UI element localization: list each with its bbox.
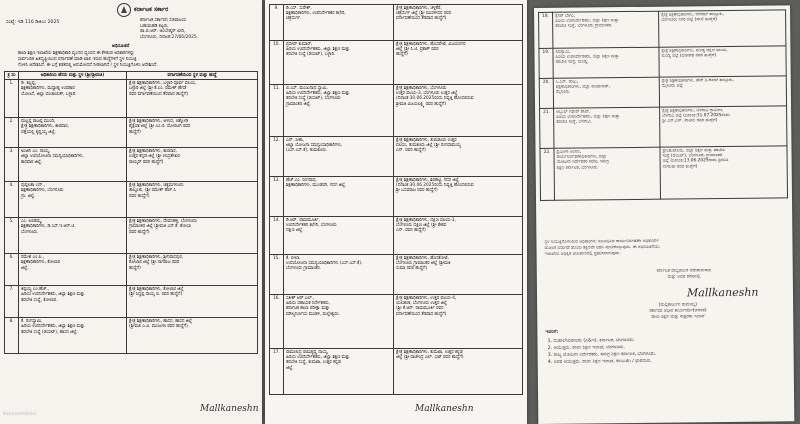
watermark: KannadaVahini — [3, 412, 37, 417]
cell-posting: ಕ್ಷೇತ್ರ ಶಿಕ್ಷಣಾಧಿಕಾರಿಗಳು, ಹೆಚ್.ಡಿ.ಕೋಟೆ ತಾಲ್ಲೂಕು, ಮೈಸೂರು ಜಿಲ್ಲೆ — [659, 76, 786, 107]
cell-officer: ಎಂ. ಲಲಿತಮ್ಮ, ಶಿಕ್ಷಣಾಧಿಕಾರಿಗಳು, ಡಿ.ಎಸ್.ಇ.ಆರ್.ಟಿ. ಬೆಂಗಳೂರು. — [19, 218, 127, 254]
table-row — [270, 5, 523, 41]
cell-officer: ಕೆ. ರಂಗಸ್ವಾಮಿ, ಹಿರಿಯ ಉಪನಿರ್ದೇಶಕರು, ಜಿಲ್ಲಾ ಶಿಕ್ಷಣ ಮತ್ತು ತರಬೇತಿ ಸಂಸ್ಥೆ (ಡಯಟ್), ಹಾಸನ ಜಿಲ್ಲೆ. — [19, 318, 127, 354]
cell-officer: ಶಿವಸ್ವಾಮಿ, ಹಿರಿಯ ಉಪನಿರ್ದೇಶಕರು, ಜಿಲ್ಲಾ ಶಿಕ್ಷಣ ಮತ್ತು ತರಬೇತಿ ಸಂಸ್ಥೆ, ಮಂಡ್ಯ. — [553, 47, 659, 78]
cell-officer: ಎನ್. ಸೀತಾ, ಜಿಲ್ಲಾ ಯೋಜನಾ ಸಮನ್ವಯಾಧಿಕಾರಿಗಳು, (ಎಸ್.ಎಸ್.ಕೆ), ತುಮಕೂರು. — [284, 137, 394, 177]
cell-serial: 1. — [5, 80, 19, 118]
cell-serial: 14. — [270, 217, 284, 255]
signatory-block: (ಮಲ್ಲಿಕಾರ್ಜುನ ರಾಮಯ್ಯ) ಸರ್ಕಾರದ ಅಧೀನ ಕಾರ್ಯದರ್ಶಿ(ಆಡಳಿತ) ಶಾಲಾ ಶಿಕ್ಷಣ ಮತ್ತು ಸಾಕ್ಷರತಾ ಇಲಾಖೆ — [649, 302, 707, 320]
cell-officer: ಕೆ. ಲೀಲಾ, ಉಪಯೋಜನಾ ಸಮನ್ವಯಾಧಿಕಾರಿಗಳು (ಎಸ್.ಎಸ್.ಕೆ), ಬೆಂಗಳೂರು ಗ್ರಾಮಾಂತರ. — [284, 255, 394, 295]
cell-officer: ಬಿ.ಎಸ್. ಮಂಜುನಾಥ ಸ್ವಾಮಿ, ಹಿರಿಯ ಉಪನಿರ್ದೇಶಕರು, ಜಿಲ್ಲಾ ಶಿಕ್ಷಣ ಮತ್ತು ತರಬೇತಿ ಸಂಸ್ಥೆ (ಡಯಟ್), ಬೆಂಗಳೂರು ಗ್ರಾಮಾಂತರ ಜಿಲ್ಲೆ. — [284, 85, 394, 137]
cell-officer: ಡಿ.ಎಸ್. ಸುರೇಶ್, ಶಿಕ್ಷಣಾಧಿಕಾರಿಗಳು, ಉಪನಿರ್ದೇಶಕರ ಕಛೇರಿ, ಚಿತ್ರದುರ್ಗ. — [284, 5, 394, 41]
cc-item: 1. ಮಹಾಲೇಖಪಾಲರು (ಎ&ಇ), ಕರ್ನಾಟಕ, ಬೆಂಗಳೂರು. — [553, 335, 783, 344]
cell-serial: 11. — [270, 85, 284, 137]
by-order-line: ಕರ್ನಾಟಕ ರಾಜ್ಯಪಾಲರ ಆದೇಶಾನುಸಾರ ಮತ್ತು ಅವರ ಹೆಸರಿನಲ್ಲಿ — [656, 268, 711, 280]
table-row — [270, 217, 523, 255]
cell-serial: 3. — [5, 148, 19, 182]
table-row — [539, 76, 786, 109]
cell-posting: ಕ್ಷೇತ್ರ ಶಿಕ್ಷಣಾಧಿಕಾರಿಗಳು, ದೇವನಹಳ್ಳಿ, ಬೆಂಗಳೂರು ಗ್ರಾಮಾಂತರ ಜಿಲ್ಲೆ (ಶ್ರೀಮತಿ ಎಸ್.ಕೆ. ಶೋಭಾ ರವರ ಹುದ್ದೆಗೆ) — [127, 218, 258, 254]
table-row — [539, 10, 786, 49]
col-posting: ವರ್ಗಾವಣೆಯಿಂದ ಸ್ಥಳ ಮತ್ತು ಹುದ್ದೆ — [127, 72, 258, 80]
table-row — [270, 137, 523, 177]
cell-serial: 20. — [539, 78, 553, 108]
transfer-table-2 — [269, 4, 523, 395]
table-row — [5, 148, 258, 182]
cell-posting: ಕ್ಷೇತ್ರ ಶಿಕ್ಷಣಾಧಿಕಾರಿಗಳು, ಮಂಡ್ಯ ದಕ್ಷಿಣ ವಲಯ, ಮಂಡ್ಯ ಜಿಲ್ಲೆ (ಲೋಕೇಶ ರವರ ಹುದ್ದೆಗೆ) — [659, 46, 786, 77]
signature: Mallkaneshn — [415, 404, 474, 414]
cell-posting: ಕ್ಷೇತ್ರ ಶಿಕ್ಷಣಾಧಿಕಾರಿಗಳು, ಬೆಳಗಾವಿ ಗ್ರಾಮೀಣ, ಬೆಳಗಾವಿ ಜಿಲ್ಲೆ (ದಿನಾಂಕ:31.07.2025ರಂದು ಶ್ರೀ ಎಸ್.ಎಸ್. ಪಾಟೀಲ ರವರ ಹುದ್ದೆಗೆ) — [660, 106, 787, 147]
cell-serial: 22. — [540, 148, 555, 200]
transfer-table-1 — [4, 71, 258, 354]
cell-officer: ಪ್ರಮೀಳಾ ಅಂಗಡಿ, ಕಾರ್ಯನಿರ್ವಹಣಾಧಿಕಾರಿಗಳು, ಜಿಲ್ಲಾ ಯೋಜನಾ ನಿರ್ದೇಶಕರ ಕಛೇರಿ, ಸಮಗ್ರ ಶಿಕ್ಷಣ ಕರ್ನಾಟಕ, ಬೆಂಗಳೂರು. — [554, 147, 661, 200]
cc-item: 2. ಆಯುಕ್ತರು, ಶಾಲಾ ಶಿಕ್ಷಣ ಇಲಾಖೆ, ಬೆಂಗಳೂರು. — [554, 342, 784, 351]
cell-serial: 2. — [5, 118, 19, 148]
cell-officer: ಮಲ್ಲಪ್ಪ ರಾಜಪ್ಪ ಮುಂದಿ, ಕ್ಷೇತ್ರ ಶಿಕ್ಷಣಾಧಿಕಾರಿಗಳು, ಕಾರವಾರ, ಪತ್ತೆಯಲ್ಲಿ ಕೃಷ್ಣಯ್ಯ ಜಿಲ್ಲೆ. — [19, 118, 127, 148]
cell-serial: 5. — [5, 218, 19, 254]
karnataka-emblem-icon — [116, 2, 132, 18]
signature: Mallkaneshn — [686, 285, 759, 300]
cell-posting: ಕ್ಷೇತ್ರ ಶಿಕ್ಷಣಾಧಿಕಾರಿಗಳು, ಕೋಲಾರ ಜಿಲ್ಲೆ (ಶ್ರೀ ಸಿದ್ದಪ್ಪ ನಾಯ್ಕ ಬಿ. ರವರ ಹುದ್ದೆಗೆ) — [127, 286, 258, 318]
cell-officer: ಅಬ್ದುಲ್ ಗಫಾರ್ ಶೇಖ್, ಹಿರಿಯ ಉಪನಿರ್ದೇಶಕರು, ಜಿಲ್ಲಾ ಶಿಕ್ಷಣ ಮತ್ತು ತರಬೇತಿ ಸಂಸ್ಥೆ, ಬೆಳಗಾವಿ. — [554, 107, 660, 148]
cell-serial: 13. — [270, 177, 284, 217]
cell-posting: ಕ್ಷೇತ್ರ ಶಿಕ್ಷಣಾಧಿಕಾರಿಗಳು, ಹಾಸನ, ಹಾಸನ ಜಿಲ್ಲೆ (ಶ್ರೀಮತಿ ಎ.ವಿ. ಮಂಜುಳಾ ರವರ ಹುದ್ದೆಗೆ) — [127, 318, 258, 354]
cell-posting: ಕ್ಷೇತ್ರ ಶಿಕ್ಷಣಾಧಿಕಾರಿಗಳು, ಕಾರವಾರ, ಉತ್ತರ ಕನ್ನಡ ಜಿಲ್ಲೆ (ಶ್ರೀ ಚಂದ್ರಶೇಖರ ರಾಯ್ಕರ್ ರವರ ಹುದ್ದೆಗೆ) — [127, 148, 258, 182]
cell-posting: ಕ್ಷೇತ್ರ ಶಿಕ್ಷಣಾಧಿಕಾರಿಗಳು, ಬೆಂಗಳೂರು ಉತ್ತರ ವಲಯ-3, ಬೆಂಗಳೂರು ಉತ್ತರ ಜಿಲ್ಲೆ (ದಿನಾಂಕ:30.06.2025ರಂದು ನಿವೃತ್ತಿ ಹೊಂದಲಿರುವ ಶ್ರೀಮತಿ ವಿಜಯಲಕ್ಷ್ಮಿ ರವರ ಹುದ್ದೆಗೆ) — [394, 85, 523, 137]
table-row — [5, 318, 258, 354]
cc-item: 4. ಅಪರ ಆಯುಕ್ತರು, ಶಾಲಾ ಶಿಕ್ಷಣ ಇಲಾಖೆ, ಕಲಬುರಗಿ / ಧಾರವಾಡ. — [554, 356, 784, 365]
cell-posting: ಕ್ಷೇತ್ರ ಶಿಕ್ಷಣಾಧಿಕಾರಿಗಳು, ಚಿಕ್ಕಮಗಳೂರು ತಾಲ್ಲೂಕು, (ಶ್ರೀ ರಮೇಶ್ ಹೆಚ್.ಸಿ ರವರ ಹುದ್ದೆಗೆ) — [127, 182, 258, 218]
cell-serial: 7. — [5, 286, 19, 318]
document-page-2 — [265, 0, 527, 424]
cell-posting: ಕ್ಷೇತ್ರ ಶಿಕ್ಷಣಾಧಿಕಾರಿಗಳು, ಕುಮಟಾ, ಉತ್ತರ ಕನ್ನಡ ಜಿಲ್ಲೆ (ಶ್ರೀ ರಾಜೇಂದ್ರ ಎಲ್. ಭಟ್ ರವರ ಹುದ್ದೆಗೆ) — [394, 349, 523, 395]
government-name: ಕರ್ನಾಟಕ ಸರ್ಕಾರ — [134, 6, 169, 13]
table-row — [5, 80, 258, 118]
cell-serial: 4. — [5, 182, 19, 218]
cell-posting: ಕ್ಷೇತ್ರ ಶಿಕ್ಷಣಾಧಿಕಾರಿಗಳು, ಆನೇಕಲ್ ತಾಲ್ಲೂಕು, ಬೆಂಗಳೂರು ನಗರ ಜಿಲ್ಲೆ (ಖಾಲಿ ಹುದ್ದೆಗೆ) — [659, 10, 786, 47]
cell-officer: ಸಿ.ಎನ್. ರಾಜು, ಶಿಕ್ಷಣಾಧಿಕಾರಿಗಳು, ಜಿಲ್ಲಾ ಪಂಚಾಯತ್, ಮೈಸೂರು. — [553, 77, 659, 108]
cell-serial: 21. — [540, 108, 554, 148]
cell-officer: ಪ್ರದೀಪ್ ಕುಮಾರ್, ಹಿರಿಯ ಉಪನಿರ್ದೇಶಕರು, ಜಿಲ್ಲಾ ಶಿಕ್ಷಣ ಮತ್ತು ತರಬೇತಿ ಸಂಸ್ಥೆ (ಡಯಟ್), ಬಳ್ಳಾರಿ. — [284, 41, 394, 85]
table-row — [270, 177, 523, 217]
cell-posting: ಕ್ಷೇತ್ರ ಶಿಕ್ಷಣಾಧಿಕಾರಿಗಳು, ತುಮಕೂರು ಉತ್ತರ ವಲಯ, ತುಮಕೂರು ಜಿಲ್ಲೆ (ಶ್ರೀ ರಂಗಧಾಮಯ್ಯ ಎನ್. ರವರ ಹುದ್ದೆಗೆ) — [394, 137, 523, 177]
document-page-3 — [534, 5, 794, 424]
cell-serial: 9. — [270, 5, 284, 41]
cell-serial: 16. — [270, 295, 284, 349]
cell-serial: 18. — [539, 12, 553, 48]
cell-posting: ಕ್ಷೇತ್ರ ಶಿಕ್ಷಣಾಧಿಕಾರಿಗಳು, ದಕ್ಷಿಣ ವಲಯ-3, ಬೆಂಗಳೂರು ದಕ್ಷಿಣ ಜಿಲ್ಲೆ (ಶ್ರೀ ಕೇಶವ ಎನ್. ರವರ ಹುದ್ದೆಗೆ) — [394, 217, 523, 255]
cell-serial: 10. — [270, 41, 284, 85]
cell-serial: 19. — [539, 48, 553, 78]
document-page-1 — [0, 0, 262, 424]
cell-posting: ಕ್ಷೇತ್ರ ಶಿಕ್ಷಣಾಧಿಕಾರಿಗಳು, ಶ್ರೀನಿವಾಸಪುರ, ಕೋಲಾರ ಜಿಲ್ಲೆ (ಶ್ರೀ ನಾಗರಾಜ ರವರ ಹುದ್ದೆಗೆ) — [127, 254, 258, 286]
notification-heading: ಅಧಿಸೂಚನೆ — [112, 44, 130, 49]
cell-officer: ಡಿ.ಆರ್. ರಾಮಮೂರ್ತಿ, ಉಪನಿರ್ದೇಶಕರ ಕಛೇರಿ, ಬೆಂಗಳೂರು ದಕ್ಷಿಣ ಜಿಲ್ಲೆ. — [284, 217, 394, 255]
cell-posting: ಕ್ಷೇತ್ರ ಶಿಕ್ಷಣಾಧಿಕಾರಿಗಳು, ಬಳ್ಳಾರಿ ಪೂರ್ವ ವಲಯ, ಬಳ್ಳಾರಿ ಜಿಲ್ಲೆ (ಶ್ರೀ ಕೆ.ಎಂ. ರಮೇಶ್ ಹೆಗಡೆ ರವರ ವರ್ಗಾವಣೆಯಿಂದ ತೆರವಾದ ಹುದ್ದೆಗೆ) — [127, 80, 258, 118]
preamble: ಶಾಲಾ ಶಿಕ್ಷಣ ಇಲಾಖೆಯ ಶಿಕ್ಷಣಾಧಿಕಾರಿ ವೃಂದದ ವೃಂದದ ಈ ಕೆಳಕಂಡ ಅಧಿಕಾರಿಗಳನ್ನು ಸಾರ್ವಜನಿಕ ಹಿತದೃಷ್ಟಿಯಿಂದ ವರ್ಗಾವಣೆ ಮಾಡಿ ಖಾಲಿ ಇರುವ ಹುದ್ದೆಗಳಿಗೆ ಸ್ಥಳ ನಿಯುಕ್ತಿ ಗೊಳಿಸಿ ಆದೇಶಿಸಿದೆ. ಈ ಬಗ್ಗೆ ಕಡತದಲ್ಲಿ ಅನುಮೋದನೆ ನೀಡಲಾಗಿದೆ / ಸ್ಥಳ ನಿಯುಕ್ತಿಗೊಳಿಸಿ ಆದೇಶಿಸಿದೆ. — [18, 51, 158, 68]
order-number: ಸಂಖ್ಯೆ: ಇಡಿ 116 ಡಿಜಿಎಂ 2025 — [6, 20, 60, 25]
table-row — [5, 286, 258, 318]
cell-officer: ಅಂಜಿನಿ ಎಂ. ನಾಯ್ಕ, ಜಿಲ್ಲಾ ಉಪಯೋಜನಾ ಸಮನ್ವಯಾಧಿಕಾರಿಗಳು, ಕಾರವಾರ ಜಿಲ್ಲೆ. — [19, 148, 127, 182]
table-row — [270, 41, 523, 85]
cell-officer: ಪುಷ್ಪಲತಾ ಎನ್., ಶಿಕ್ಷಣಾಧಿಕಾರಿಗಳು, ಬೆಂಗಳೂರು ಗ್ರಾ. ಜಿಲ್ಲೆ. — [19, 182, 127, 218]
cell-serial: 15. — [270, 255, 284, 295]
col-officer: ಅಧಿಕಾರಿಯ ಹೆಸರು ಮತ್ತು ಸ್ಥಳ (ಶ್ರೀ/ಶ್ರೀಮತಿ) — [19, 72, 127, 80]
cell-serial: 17. — [270, 349, 284, 395]
cell-officer: ತಿಪ್ಪಯ್ಯ ಎಂ.ಹೆಚ್., ಹಿರಿಯ ಉಪನಿರ್ದೇಶಕರು, ಜಿಲ್ಲಾ ಶಿಕ್ಷಣ ಮತ್ತು ತರಬೇತಿ ಸಂಸ್ಥೆ, ಕೋಲಾರ. — [19, 286, 127, 318]
table-row — [540, 106, 787, 149]
transfer-table-3 — [538, 9, 788, 201]
cell-serial: 8. — [5, 318, 19, 354]
col-sl: ಕ್ರ ಸಂ — [5, 72, 19, 80]
cell-posting: ಕ್ಷೇತ್ರ ಶಿಕ್ಷಣಾಧಿಕಾರಿಗಳು, ಹೊಸಪೇಟೆ, ವಿಜಯನಗರ ಜಿಲ್ಲೆ (ಶ್ರೀ ಸಿ.ಟಿ. ಪ್ರಕಾಶ್ ರವರ ಹುದ್ದೆಗೆ) — [394, 41, 523, 85]
cell-officer: ಕೈಸರ್ ಬೇಗಂ, ಹಿರಿಯ ಉಪನಿರ್ದೇಶಕರು, ಜಿಲ್ಲಾ ಶಿಕ್ಷಣ ಮತ್ತು ತರಬೇತಿ ಸಂಸ್ಥೆ, ಬೆಂಗಳೂರು ಗ್ರಾಮಾಂತರ. — [553, 11, 659, 48]
table-row — [270, 255, 523, 295]
cell-officer: ರಾಮಚಂದ್ರ ರಾಮಕೃಷ್ಣ ನಾಯ್ಕ, ಹಿರಿಯ ಉಪನಿರ್ದೇಶಕರು, ಜಿಲ್ಲಾ ಶಿಕ್ಷಣ ಮತ್ತು ತರಬೇತಿ ಸಂಸ್ಥೆ, ಕುಮಟಾ, ಉತ್ತರ ಕನ್ನಡ ಜಿಲ್ಲೆ. — [284, 349, 394, 395]
table-header-row — [5, 72, 258, 80]
table-row — [270, 349, 523, 395]
cc-heading: ಇವರಿಗೆ: — [545, 329, 559, 335]
table-row — [5, 254, 258, 286]
cell-posting: ಕ್ಷೇತ್ರ ಶಿಕ್ಷಣಾಧಿಕಾರಿಗಳು, ಉತ್ತರ ವಲಯ-4, ಯಲಹಂಕ, ಬೆಂಗಳೂರು ಉತ್ತರ ಜಿಲ್ಲೆ (ಶ್ರೀ ಕೆ.ಆರ್. ರಾಮಮೂರ್ತಿ ರವರ ವರ್ಗಾವಣೆಯಿಂದ ತೆರವಾದ ಹುದ್ದೆಗೆ) — [394, 295, 523, 349]
table-row — [270, 295, 523, 349]
office-address: ಕರ್ನಾಟಕ ಸರ್ಕಾರದ ಸಚಿವಾಲಯ ಬಹುಮಹಡಿ ಕಟ್ಟಡ, ಡಾ.ಬಿ.ಆರ್. ಅಂಬೇಡ್ಕರ್ ವೀದಿ, ಬೆಂಗಳೂರು, ದಿನಾಂಕ:27/06/2025. — [140, 18, 199, 40]
cell-posting: ಕ್ಷೇತ್ರ ಶಿಕ್ಷಣಾಧಿಕಾರಿಗಳು, ಚಳ್ಳಕೆರೆ, ಚಿತ್ರದುರ್ಗ ಜಿಲ್ಲೆ (ಶ್ರೀ ಮುರಳೀಧರ ರವರ ವರ್ಗಾವಣೆಯಿಂದ ತೆರವಾದ ಹುದ್ದೆಗೆ) — [394, 5, 523, 41]
cell-serial: 6. — [5, 254, 19, 286]
cell-officer: ಸತೀಶ್ ಆರ್.ಎಲ್., ಹಿರಿಯ ಸಹಾಯಕ ನಿರ್ದೇಶಕರು, ಕರ್ನಾಟಕ ಶಾಲಾ ಪರೀಕ್ಷಾ ಮತ್ತು ಮೌಲ್ಯನಿರ್ಣಯ ಮಂಡಳಿ, ಮಲ್ಲೇಶ್ವರಂ. — [284, 295, 394, 349]
cell-posting: ಕ್ಷೇತ್ರ ಶಿಕ್ಷಣಾಧಿಕಾರಿಗಳು, ಹೊಸಕೋಟೆ, ಬೆಂಗಳೂರು ಗ್ರಾಮಾಂತರ ಜಿಲ್ಲೆ (ಶ್ರೀಮತಿ ಸುಮಾ ರವರ ಹುದ್ದೆಗೆ) — [394, 255, 523, 295]
closing-paragraph: ಸ್ಥಳ ನಿಯುಕ್ತಿಗೊಳಿಸಿರುವ ಅಧಿಕಾರಿಗಳು ಸಂಬಂಧಿಸಿದ ಕಾರ್ಯನಿರ್ವಹಣಾ ಅಧಿಕಾರಿಗಳ ಮೂಲಕ ಬಿಡುಗಡೆ ಹೊಂದಿ ತಕ್ಷಣವೇ ವರದಿ ಮಾಡಿಕೊಳ್ಳುವುದು. ಈ ಅಧಿಸೂಚನೆಯು ಇಲಾಖೆಯ ಅಧಿಕೃತ ಜಾಲತಾಣದಲ್ಲಿ ಪ್ರಕಟಿಸಲಾಗುವುದು. — [544, 238, 660, 257]
cell-officer: ಡಿ. ಕಲ್ಲಪ್ಪ, ಶಿಕ್ಷಣಾಧಿಕಾರಿಗಳು, ಮಧ್ಯಾಹ್ನ ಉಪಹಾರ ಯೋಜನೆ, ಜಿಲ್ಲಾ ಪಂಚಾಯತ್, ಬಳ್ಳಾರಿ. — [19, 80, 127, 118]
table-row — [5, 182, 258, 218]
signature: Mallkaneshn — [200, 404, 259, 414]
table-row — [540, 146, 788, 201]
table-row — [5, 218, 258, 254]
cell-officer: ಹೆಚ್.ಎಂ. ರಂಗನಾಥ, ಶಿಕ್ಷಣಾಧಿಕಾರಿಗಳು, ಮುಂಡರಗಿ, ಗದಗ ಜಿಲ್ಲೆ. — [284, 177, 394, 217]
cc-list — [545, 335, 783, 365]
cell-posting: ಪ್ರಾಂಶುಪಾಲರು, ಜಿಲ್ಲಾ ಶಿಕ್ಷಣ ಮತ್ತು ತರಬೇತಿ ಸಂಸ್ಥೆ (ಡಯಟ್), ಬೆಂಗಳೂರು ಗ್ರಾಮಾಂತರ ಜಿಲ್ಲೆ (ದಿನಾಂಕ:13.06.2025ರಂದು ಶ್ರೀಮತಿ ನಾಗಲತಾ ರವರ ಹುದ್ದೆಗೆ) — [660, 146, 788, 199]
table-row — [539, 46, 786, 79]
table-row — [270, 85, 523, 137]
cell-officer: ರಮೇಶ ಎಂ.ಪಿ., ಶಿಕ್ಷಣಾಧಿಕಾರಿಗಳು, ಕೋಲಾರ ಜಿಲ್ಲೆ. — [19, 254, 127, 286]
cc-item: 3. ರಾಜ್ಯ ಯೋಜನಾ ನಿರ್ದೇಶಕರು, ಸಮಗ್ರ ಶಿಕ್ಷಣ ಕರ್ನಾಟಕ, ಬೆಂಗಳೂರು. — [554, 349, 784, 358]
cell-serial: 12. — [270, 137, 284, 177]
cell-posting: ಕ್ಷೇತ್ರ ಶಿಕ್ಷಣಾಧಿಕಾರಿಗಳು, ಆಳಂದ, ಚಿಕ್ಕೋಡಿ ಶೈಕ್ಷಣಿಕ ಜಿಲ್ಲೆ (ಶ್ರೀ ಎಂ.ಬಿ. ಮೋರಟಗಿ ರವರ ಹುದ್ದೆಗೆ) — [127, 118, 258, 148]
table-row — [5, 118, 258, 148]
cell-posting: ಕ್ಷೇತ್ರ ಶಿಕ್ಷಣಾಧಿಕಾರಿಗಳು, ಶಿರಹಟ್ಟಿ, ಗದಗ ಜಿಲ್ಲೆ (ದಿನಾಂಕ:30.06.2025ರಂದು ನಿವೃತ್ತಿ ಹೊಂದಲಿರುವ ಶ್ರೀ ಬಸವರಾಜ ರವರ ಹುದ್ದೆಗೆ) — [394, 177, 523, 217]
